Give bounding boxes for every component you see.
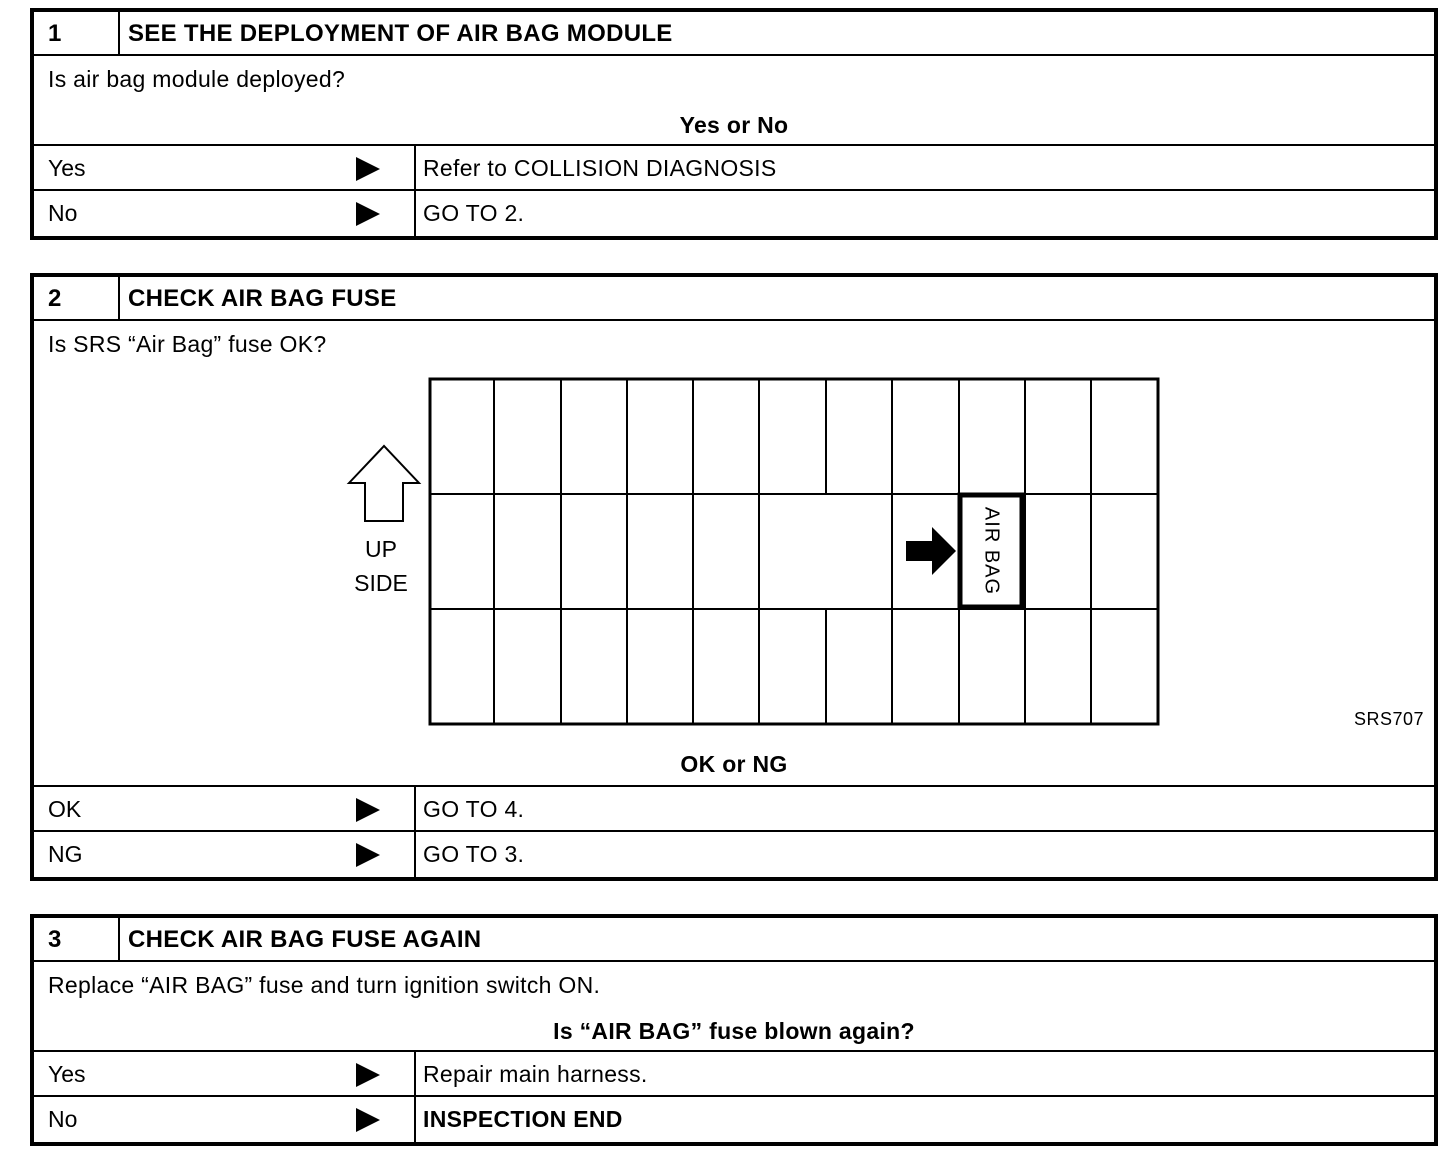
result-label: No <box>48 200 78 226</box>
step-number: 2 <box>34 277 120 319</box>
step-title: CHECK AIR BAG FUSE <box>128 285 397 312</box>
arrow-right-icon <box>356 843 380 867</box>
result-row <box>34 191 1434 236</box>
result-action: INSPECTION END <box>423 1106 623 1132</box>
result-action: GO TO 3. <box>423 841 525 867</box>
arrow-right-icon <box>356 1063 380 1087</box>
step-number: 3 <box>34 918 120 960</box>
fuse-grid <box>430 379 1158 724</box>
result-row <box>34 1097 1434 1142</box>
pointer-arrow-icon <box>906 527 956 575</box>
question-text: Is SRS “Air Bag” fuse OK? <box>48 331 327 357</box>
result-label-cell <box>34 1097 416 1142</box>
arrow-right-icon <box>356 157 380 181</box>
air-bag-fuse-label: AIR BAG <box>980 506 1003 596</box>
result-label-cell <box>34 1052 416 1095</box>
result-row <box>34 832 1434 877</box>
criteria-text: Is “AIR BAG” fuse blown again? <box>553 1018 915 1044</box>
result-label-cell <box>34 146 416 189</box>
fuse-block-diagram <box>34 321 1434 787</box>
result-label-cell <box>34 787 416 830</box>
result-action: Repair main harness. <box>423 1061 648 1087</box>
step-1-header <box>34 12 1434 56</box>
criteria-text: Yes or No <box>679 112 789 138</box>
step-3-question <box>34 962 1434 1052</box>
step-number: 1 <box>34 12 120 54</box>
figure-id: SRS707 <box>1353 709 1424 729</box>
result-label-cell <box>34 832 416 877</box>
step-3-header <box>34 918 1434 962</box>
question-text: Is air bag module deployed? <box>48 66 346 92</box>
result-label: Yes <box>48 155 86 181</box>
step-1-question <box>34 56 1434 146</box>
result-row <box>34 1052 1434 1097</box>
step-2-header <box>34 277 1434 321</box>
question-text: Replace “AIR BAG” fuse and turn ignition switch ON. <box>48 972 601 998</box>
criteria-text: OK or NG <box>680 751 788 777</box>
up-label: UP <box>365 536 397 562</box>
result-action: Refer to COLLISION DIAGNOSIS <box>423 155 777 181</box>
result-label: Yes <box>48 1061 86 1087</box>
step-1-block <box>30 8 1438 240</box>
step-2-block <box>30 273 1438 881</box>
step-title: CHECK AIR BAG FUSE AGAIN <box>128 926 482 953</box>
result-label-cell <box>34 191 416 236</box>
arrow-right-icon <box>356 202 380 226</box>
result-action: GO TO 4. <box>423 796 525 822</box>
up-arrow-icon <box>349 446 419 521</box>
arrow-right-icon <box>356 798 380 822</box>
result-action: GO TO 2. <box>423 200 525 226</box>
side-label: SIDE <box>354 570 408 596</box>
step-title: SEE THE DEPLOYMENT OF AIR BAG MODULE <box>128 20 673 47</box>
result-row <box>34 787 1434 832</box>
result-label: NG <box>48 841 83 867</box>
result-row <box>34 146 1434 191</box>
result-label: OK <box>48 796 82 822</box>
step-2-question <box>34 321 1434 787</box>
result-label: No <box>48 1106 78 1132</box>
step-3-block <box>30 914 1438 1146</box>
arrow-right-icon <box>356 1108 380 1132</box>
